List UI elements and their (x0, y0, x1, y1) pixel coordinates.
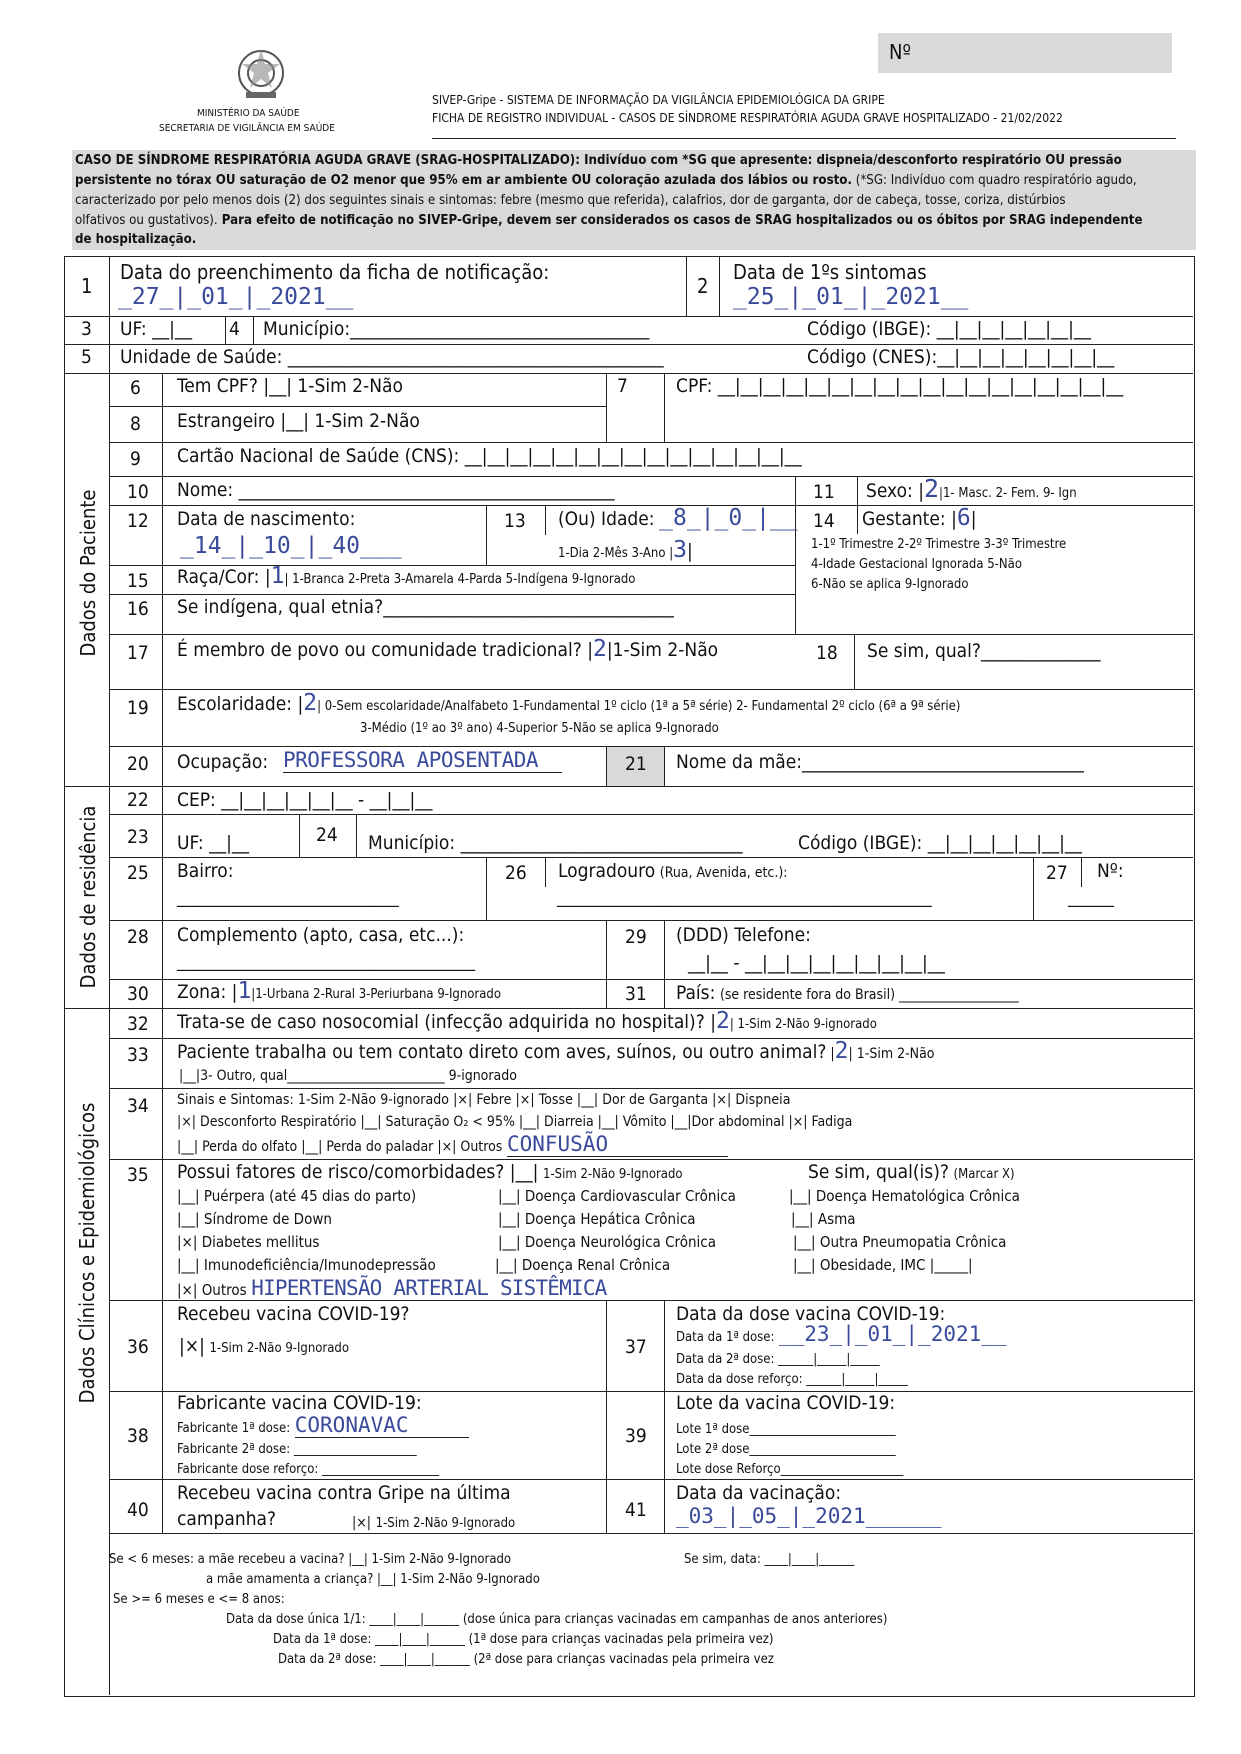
grid-line (664, 1300, 665, 1533)
field-number-41: 41 (625, 1499, 647, 1521)
field-number-12: 12 (127, 510, 149, 532)
gripe-options: 1-Sim 2-Não 9-Ignorado (375, 1516, 516, 1531)
definition-line-5: de hospitalização. (75, 232, 197, 247)
menor-6m-line-1[interactable]: Se < 6 meses: a mãe recebeu a vacina? |__| 1-Sim 2-Não 9-Ignorado (109, 1552, 512, 1567)
logradouro-line[interactable]: _________________________________________________ (557, 888, 932, 908)
menor-6m-data[interactable]: Se sim, data: ____|____|______ (684, 1552, 855, 1567)
nosocomial-options: | 1-Sim 2-Não 9-ignorado (729, 1017, 877, 1032)
grid-line (64, 316, 1193, 317)
comunidade-value[interactable]: 2 (593, 636, 607, 662)
field-number-26: 26 (505, 862, 527, 884)
fabricante-reforco[interactable]: Fabricante dose reforço: ____________________ (177, 1462, 439, 1477)
animais-box: | (826, 1046, 835, 1062)
menor-6m-line-2[interactable]: a mãe amamenta a criança? |__| 1-Sim 2-Não 9-Ignorado (206, 1572, 540, 1587)
dose1-label: Data da 1ª dose: (676, 1330, 775, 1345)
escolaridade-value[interactable]: 2 (303, 690, 318, 716)
grid-line (545, 505, 546, 535)
grid-line (109, 1159, 1193, 1160)
idade-unit-options: 1-Dia 2-Mês 3-Ano | (558, 546, 674, 561)
ocupacao-value[interactable]: PROFESSORA APOSENTADA (283, 748, 562, 773)
lote-1[interactable]: Lote 1ª dose_________________________ (676, 1422, 896, 1437)
grid-line (253, 316, 254, 344)
grid-line (109, 1533, 1193, 1534)
raca-value[interactable]: 1 (270, 563, 285, 589)
definition-line-3: caracterizado por pelo menos dois (2) dos seguintes sinais e sintomas: febre (mesmo que referida), calafrios, dor de garganta, dor de cabeça, tosse, coriza, distúrbios (75, 193, 1066, 208)
zona-value[interactable]: 1 (237, 978, 252, 1004)
comorb-outros-value[interactable]: HIPERTENSÃO ARTERIAL SISTÊMICA (251, 1276, 607, 1300)
animais-value[interactable]: 2 (834, 1038, 849, 1064)
field-number-13: 13 (504, 510, 526, 532)
dose1-date (676, 1322, 1007, 1346)
field-number-37: 37 (625, 1336, 647, 1358)
field-number-21: 21 (625, 753, 647, 775)
fill-date-value[interactable]: _27_|_01_|_2021__ (118, 284, 354, 310)
field-number-17: 17 (127, 642, 149, 664)
pais-sub[interactable]: (se residente fora do Brasil) ___________________ (719, 987, 1019, 1003)
field-number-6: 6 (130, 377, 141, 399)
definition-line-1: CASO DE SÍNDROME RESPIRATÓRIA AGUDA GRAVE (SRAG-HOSPITALIZADO): Indivíduo com *SG que apresente: dispneia/desconforto respiratório OU pressão (75, 153, 1122, 168)
grid-line (664, 920, 665, 1008)
sexo-options: |1- Masc. 2- Fem. 9- Ign (939, 486, 1077, 501)
gestante-label: Gestante: | (862, 508, 957, 530)
nascimento-value[interactable]: _14_|_10_|_40___ (180, 533, 402, 559)
escolaridade-field (177, 690, 960, 716)
field-number-9: 9 (130, 448, 141, 470)
field-number-24: 24 (316, 824, 338, 846)
grid-line (606, 920, 607, 1008)
grid-line (1081, 857, 1082, 887)
ministry-name: MINISTÉRIO DA SAÚDE (197, 108, 300, 119)
dose-unica-line[interactable]: Data da dose única 1/1: ____|____|______ (dose única para crianças vacinadas em campanhas de anos anteriores) (226, 1612, 888, 1627)
bairro-line[interactable]: _____________________________ (177, 888, 399, 908)
definition-line-2-bold: persistente no tórax OU saturação de O2 menor que 95% em ar ambiente OU coloração azulada dos lábios ou rosto. (75, 173, 852, 188)
grid-line (64, 344, 1193, 345)
dose1-crianca-line[interactable]: Data da 1ª dose: ____|____|______ (1ª dose para crianças vacinadas pela primeira vez) (273, 1632, 774, 1647)
grid-line (109, 920, 1193, 921)
animais-label: Paciente trabalha ou tem contato direto com aves, suínos, ou outro animal? (177, 1041, 827, 1063)
dose1-value[interactable]: __23_|_01_|_2021__ (779, 1322, 1007, 1346)
idade-field (558, 505, 798, 531)
escolaridade-label: Escolaridade: | (177, 693, 304, 715)
tem-cpf-field[interactable]: Tem CPF? |__| 1-Sim 2-Não (177, 375, 403, 397)
municipio-residencia-field[interactable]: Município: _________________________________ (368, 832, 743, 854)
grid-line (299, 814, 300, 857)
definition-line-2 (75, 173, 1137, 188)
grid-line (109, 1479, 1193, 1480)
zona-field (177, 978, 501, 1004)
grid-line (486, 857, 487, 920)
comorb-imuno[interactable]: |__| Imunodeficiência/Imunodepressão (177, 1256, 436, 1274)
gestante-options-1: 1-1º Trimestre 2-2º Trimestre 3-3º Trimestre (811, 537, 1067, 552)
grid-line (64, 786, 1193, 787)
cep-field[interactable]: CEP: __|__|__|__|__|__ - __|__|__ (177, 789, 433, 811)
grid-line (486, 505, 487, 565)
gestante-value[interactable]: 6 (956, 505, 971, 531)
grid-line (162, 373, 163, 1533)
comorbidades-qual-label: Se sim, qual(is)? (808, 1161, 949, 1183)
comorb-outros (177, 1276, 607, 1300)
zona-options: |1-Urbana 2-Rural 3-Periurbana 9-Ignorado (251, 987, 501, 1002)
grid-line (857, 476, 858, 534)
form-title: FICHA DE REGISTRO INDIVIDUAL - CASOS DE SÍNDROME RESPIRATÓRIA AGUDA GRAVE HOSPITALIZADO - 21/02/2022 (432, 111, 1063, 125)
definition-line-4-bold: Para efeito de notificação no SIVEP-Gripe, devem ser considerados os casos de SRAG hospitalizados ou os óbitos por SRAG independente (217, 213, 1143, 228)
vacina-covid-label: Recebeu vacina COVID-19? (177, 1303, 410, 1325)
numero-line[interactable]: ______ (1068, 888, 1114, 908)
coat-of-arms-icon (232, 44, 290, 102)
grid-line (606, 373, 607, 442)
dose2-crianca-line[interactable]: Data da 2ª dose: ____|____|______ (2ª dose para crianças vacinadas pela primeira vez (278, 1652, 774, 1667)
field-number-3: 3 (81, 318, 92, 340)
grid-line (109, 406, 606, 407)
comorb-diabetes[interactable]: |⨯| Diabetes mellitus (177, 1233, 320, 1251)
form-frame (64, 256, 1195, 1697)
logradouro-sub: (Rua, Avenida, etc.): (659, 865, 788, 881)
section-residencia: Dados de residência (76, 805, 100, 989)
sexo-label: Sexo: | (866, 480, 924, 502)
fabricante-2[interactable]: Fabricante 2ª dose: _____________________ (177, 1442, 417, 1457)
grid-line (109, 857, 1193, 858)
comunidade-options: |1-Sim 2-Não (606, 639, 719, 661)
nome-field[interactable]: Nome: ____________________________________________ (177, 479, 615, 501)
fill-date-label: Data do preenchimento da ficha de notificação: (120, 260, 550, 284)
field-number-23: 23 (127, 826, 149, 848)
vacina-covid-value[interactable]: |⨯| (179, 1335, 205, 1357)
uf-residencia-field[interactable]: UF: __|__ (177, 832, 250, 854)
fabricante-1-value[interactable]: CORONAVAC (295, 1413, 469, 1438)
pais-field (676, 982, 1019, 1004)
grid-line (225, 316, 226, 344)
field-number-25: 25 (127, 862, 149, 884)
field-number-16: 16 (127, 598, 149, 620)
field-number-34: 34 (127, 1095, 149, 1117)
grid-line (686, 256, 687, 316)
field-number-8: 8 (130, 413, 141, 435)
field-number-7: 7 (617, 375, 628, 397)
comorbidades-qual (808, 1161, 1015, 1183)
comorb-hemato[interactable]: |__| Doença Hematológica Crônica (789, 1187, 1020, 1205)
sintomas-line-3 (177, 1132, 728, 1156)
sexo-value[interactable]: 2 (923, 474, 940, 503)
grid-line (1033, 857, 1034, 920)
definition-line-2-normal: (*SG: Indivíduo com quadro respiratório agudo, (851, 173, 1137, 188)
grid-line (109, 442, 1193, 443)
raca-field (177, 563, 635, 589)
gripe-label-1: Recebeu vacina contra Gripe na última (177, 1482, 511, 1504)
system-title: SIVEP-Gripe - SISTEMA DE INFORMAÇÃO DA VIGILÂNCIA EPIDEMIOLÓGICA DA GRIPE (432, 93, 885, 107)
field-number-33: 33 (127, 1044, 149, 1066)
comunidade-field (177, 636, 718, 662)
lote-reforco[interactable]: Lote dose Reforço_____________________ (676, 1462, 904, 1477)
grid-line (664, 746, 665, 786)
field-number-40: 40 (127, 1499, 149, 1521)
comorb-neuro[interactable]: |__| Doença Neurológica Crônica (498, 1233, 716, 1251)
vacina-covid-options: 1-Sim 2-Não 9-Ignorado (209, 1341, 349, 1356)
field-number-18: 18 (816, 642, 838, 664)
unidade-saude-field[interactable]: Unidade de Saúde: ____________________________________________ (120, 346, 664, 368)
ibge-residencia-field[interactable]: Código (IBGE): __|__|__|__|__|__|__ (798, 832, 1082, 854)
field-number-14: 14 (813, 510, 835, 532)
field-number-22: 22 (127, 789, 149, 811)
field-number-19: 19 (127, 697, 149, 719)
first-symptoms-label: Data de 1ºs sintomas (733, 260, 927, 284)
grid-line (719, 256, 720, 316)
complemento-line[interactable]: _______________________________________ (177, 952, 476, 972)
cns-field[interactable]: Cartão Nacional de Saúde (CNS): __|__|__|__|__|__|__|__|__|__|__|__|__|__|__ (177, 445, 802, 467)
field-number-38: 38 (127, 1425, 149, 1447)
sintomas-line-1[interactable]: Sinais e Sintomas: 1-Sim 2-Não 9-ignorado |⨯| Febre |⨯| Tosse |__| Dor de Garganta |⨯| Dispneia (177, 1092, 791, 1108)
comorb-obesidade[interactable]: |__| Obesidade, IMC |_____| (793, 1256, 973, 1274)
nosocomial-value[interactable]: 2 (715, 1008, 730, 1034)
nome-mae-field[interactable]: Nome da mãe:_________________________________ (676, 751, 1084, 773)
pais-label: País: (676, 982, 716, 1004)
sintomas-line-3-text[interactable]: |__| Perda do olfato |__| Perda do paladar |⨯| Outros (177, 1139, 503, 1155)
comorb-puerpera[interactable]: |__| Puérpera (até 45 dias do parto) (177, 1187, 417, 1205)
field-number-4: 4 (229, 318, 240, 340)
idade-label: (Ou) Idade: (558, 508, 655, 530)
field-number-31: 31 (625, 983, 647, 1005)
complemento-label: Complemento (apto, casa, etc...): (177, 924, 465, 946)
secretariat-name: SECRETARIA DE VIGILÂNCIA EM SAÚDE (159, 123, 335, 134)
gripe-label-2: campanha? (177, 1508, 277, 1530)
gripe-field (352, 1512, 515, 1531)
ibge-code-field[interactable]: Código (IBGE): __|__|__|__|__|__|__ (807, 318, 1091, 340)
grid-line (109, 1088, 1193, 1089)
idade-unit: 1-Dia 2-Mês 3-Ano |3| (558, 537, 693, 563)
grid-line (795, 476, 796, 634)
nascimento-label: Data de nascimento: (177, 508, 356, 530)
uf-field[interactable]: UF: __|__ (120, 318, 193, 340)
data-vacinacao-value[interactable]: _03_|_05_|_2021______ (676, 1504, 942, 1528)
escolaridade-options-2: 3-Médio (1º ao 3º ano) 4-Superior 5-Não se aplica 9-Ignorado (360, 721, 719, 736)
definition-line-4 (75, 213, 1143, 228)
comunidade-qual-field[interactable]: Se sim, qual?______________ (867, 640, 1101, 662)
animais-options: | 1-Sim 2-Não (848, 1046, 935, 1062)
grid-line (854, 634, 855, 689)
logradouro-label (558, 860, 787, 882)
comorb-asma[interactable]: |__| Asma (791, 1210, 856, 1228)
comorb-pneumo[interactable]: |__| Outra Pneumopatia Crônica (793, 1233, 1007, 1251)
animais-field (177, 1038, 935, 1064)
telefone-field[interactable]: __|__ - __|__|__|__|__|__|__|__|__ (688, 952, 945, 974)
grid-line (606, 1300, 607, 1533)
logradouro-title: Logradouro (558, 860, 656, 882)
data-dose-covid-label: Data da dose vacina COVID-19: (676, 1303, 946, 1325)
comorb-outros-label[interactable]: |⨯| Outros (177, 1281, 247, 1299)
sintomas-line-2[interactable]: |⨯| Desconforto Respiratório |__| Saturação O₂ < 95% |__| Diarreia |__| Vômito |__|Dor abdominal |⨯| Fadiga (177, 1114, 853, 1130)
bairro-label: Bairro: (177, 860, 234, 882)
section-paciente: Dados do Paciente (76, 489, 100, 657)
comorbidades-mark: (Marcar X) (953, 1167, 1015, 1182)
grid-line (64, 373, 1193, 374)
field-number-20: 20 (127, 753, 149, 775)
grid-line (109, 594, 795, 595)
comorb-cardio[interactable]: |__| Doença Cardiovascular Crônica (498, 1187, 736, 1205)
field-number-35: 35 (127, 1164, 149, 1186)
gripe-value[interactable]: |⨯| (352, 1515, 372, 1531)
telefone-label: (DDD) Telefone: (676, 924, 811, 946)
cnes-code-field[interactable]: Código (CNES):__|__|__|__|__|__|__|__ (807, 346, 1115, 368)
first-symptoms-value[interactable]: _25_|_01_|_2021__ (733, 284, 969, 310)
field-number-10: 10 (127, 481, 149, 503)
record-number-box[interactable] (878, 33, 1172, 73)
estrangeiro-field[interactable]: Estrangeiro |__| 1-Sim 2-Não (177, 410, 420, 432)
field-number-32: 32 (127, 1013, 149, 1035)
raca-label: Raça/Cor: | (177, 566, 271, 588)
sexo-field (866, 474, 1077, 503)
sintomas-outros-value[interactable]: CONFUSÃO (507, 1132, 728, 1157)
comorbidades-options: 1-Sim 2-Não 9-Ignorado (543, 1167, 683, 1182)
cpf-field[interactable]: CPF: __|__|__|__|__|__|__|__|__|__|__|__|__|__|__|__|__|__ (676, 375, 1124, 397)
dose2-date[interactable]: Data da 2ª dose: ______|_____|_____ (676, 1352, 880, 1367)
lote-label: Lote da vacina COVID-19: (676, 1392, 896, 1414)
comorb-renal[interactable]: |__| Doença Renal Crônica (495, 1256, 671, 1274)
field-number-2: 2 (697, 274, 709, 298)
nosocomial-label: Trata-se de caso nosocomial (infecção adquirida no hospital)? | (177, 1011, 716, 1033)
escolaridade-options-1: | 0-Sem escolaridade/Analfabeto 1-Fundamental 1º ciclo (1ª a 5ª série) 2- Fundamental 2º ciclo (6ª a 9ª série) (317, 699, 961, 714)
grid-line (109, 814, 1193, 815)
idade-unit-value[interactable]: 3 (673, 537, 688, 563)
comorbidades-label[interactable]: Possui fatores de risco/comorbidades? |__| (177, 1161, 539, 1183)
grid-line (664, 373, 665, 442)
grid-line (356, 814, 357, 857)
field-number-29: 29 (625, 926, 647, 948)
nosocomial-field (177, 1008, 877, 1034)
comorb-down[interactable]: |__| Síndrome de Down (177, 1210, 332, 1228)
section-clinicos: Dados Clínicos e Epidemiológicos (75, 1102, 99, 1404)
grid-line (109, 634, 1193, 635)
dose-reforco-date[interactable]: Data da dose reforço: ______|_____|_____ (676, 1372, 908, 1387)
municipio-field[interactable]: Município:___________________________________ (263, 318, 650, 340)
comunidade-label: É membro de povo ou comunidade tradicional? | (177, 639, 594, 661)
field-number-30: 30 (127, 983, 149, 1005)
comorbidades-field (177, 1161, 683, 1183)
field-number-5: 5 (81, 346, 92, 368)
raca-options: | 1-Branca 2-Preta 3-Amarela 4-Parda 5-Indígena 9-Ignorado (284, 572, 636, 587)
field-number-27: 27 (1046, 862, 1068, 884)
field-number-15: 15 (127, 570, 149, 592)
grid-line (545, 857, 546, 887)
lote-2[interactable]: Lote 2ª dose_________________________ (676, 1442, 896, 1457)
field-number-1: 1 (81, 274, 93, 298)
comorb-hepatica[interactable]: |__| Doença Hepática Crônica (498, 1210, 696, 1228)
data-vacinacao-label: Data da vacinação: (676, 1482, 842, 1504)
gestante-options-2: 4-Idade Gestacional Ignorada 5-Não (811, 557, 1022, 572)
gestante-field: Gestante: |6| (862, 505, 977, 531)
maior-6m-title: Se >= 6 meses e <= 8 anos: (113, 1592, 285, 1607)
animais-outro[interactable]: |__|3- Outro, qual_________________________ 9-ignorado (179, 1068, 517, 1084)
field-number-36: 36 (127, 1336, 149, 1358)
gestante-options-3: 6-Não se aplica 9-Ignorado (811, 577, 969, 592)
definition-line-4-normal: olfativos ou gustativos). (75, 213, 218, 228)
field-number-28: 28 (127, 926, 149, 948)
record-number-label: Nº (889, 40, 911, 64)
field-number-39: 39 (625, 1425, 647, 1447)
header-rule (432, 138, 1176, 139)
zona-label: Zona: | (177, 981, 238, 1003)
vacina-covid-field (179, 1335, 349, 1357)
etnia-field[interactable]: Se indígena, qual etnia?__________________________________ (177, 596, 674, 618)
ocupacao-label: Ocupação: (177, 751, 269, 773)
numero-label: Nº: (1097, 860, 1124, 882)
fabricante-1 (177, 1413, 469, 1437)
field-number-11: 11 (813, 481, 835, 503)
fabricante-label: Fabricante vacina COVID-19: (177, 1392, 422, 1414)
idade-value[interactable]: _8_|_0_|__ (659, 505, 798, 531)
fabricante-1-label: Fabricante 1ª dose: (177, 1421, 291, 1436)
